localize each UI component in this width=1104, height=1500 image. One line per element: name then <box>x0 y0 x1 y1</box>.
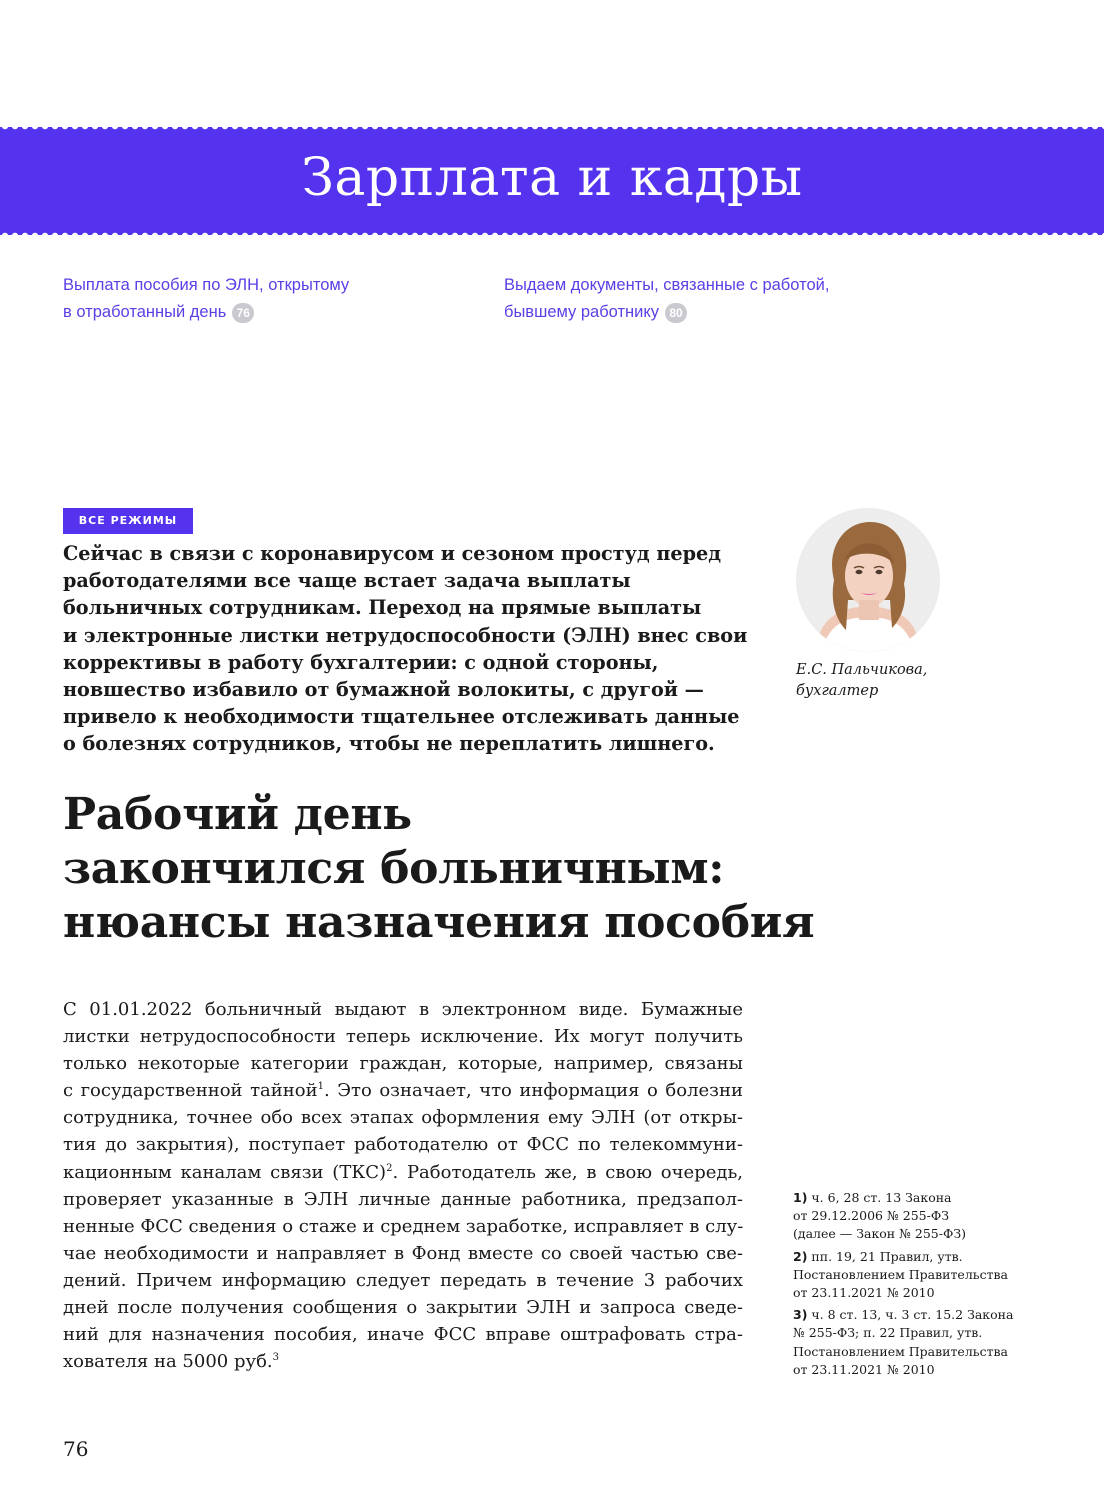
lead-line: привело к необходимости тщательнее отслеживать данные <box>63 705 740 729</box>
body-line: хователя на 5000 руб.$^3$ <box>63 1351 280 1373</box>
page-badge: 76 <box>232 303 254 323</box>
body-line: листки нетрудоспособности теперь исключение. Их могут получить <box>63 1026 743 1048</box>
crossref-line: Выплата пособия по ЭЛН, открытому <box>63 276 350 294</box>
section-title: Зарплата и кадры <box>301 148 803 208</box>
body-line: дней после получения сообщения о закрытии ЭЛН и запроса сведе- <box>63 1297 743 1319</box>
footnote-ref[interactable]: 3 <box>272 1352 280 1364</box>
crossref-link-1[interactable] <box>63 272 349 326</box>
body-line: проверяет указанные в ЭЛН личные данные работника, предзапол- <box>63 1188 743 1210</box>
lead-line: Сейчас в связи с коронавирусом и сезоном простуд перед <box>63 542 721 565</box>
regime-tag: ВСЕ РЕЖИМЫ <box>63 508 193 534</box>
crossref-line: бывшему работнику <box>504 303 660 321</box>
body-line: сотрудника, точнее обо всех этапах оформления ему ЭЛН (от откры- <box>63 1107 743 1129</box>
footnote-1: 1) ч. 6, 28 ст. 13 Закона от 29.12.2006 № 255-ФЗ (далее — Закон № 255-ФЗ) <box>793 1190 967 1242</box>
footnote-number: 2) <box>793 1248 808 1264</box>
footnote-2: 2) пп. 19, 21 Правил, утв. Постановлением Правительства от 23.11.2021 № 2010 <box>793 1248 1008 1301</box>
lead-line: и электронные листки нетрудоспособности (ЭЛН) внес свои <box>63 623 748 647</box>
page-number: 76 <box>63 1437 89 1461</box>
body-line: С 01.01.2022 больничный выдают в электронном виде. Бумажные <box>63 999 743 1020</box>
article-body <box>63 996 743 1375</box>
lead-line: коррективы в работу бухгалтерии: с одной стороны, <box>63 650 659 674</box>
footnotes <box>793 1189 1023 1383</box>
lead-line: работодателями все чаще встает задача выплаты <box>63 569 631 593</box>
footnote-number: 3) <box>793 1307 808 1323</box>
footnote-ref[interactable]: 1 <box>317 1081 324 1093</box>
lead-line: о болезнях сотрудников, чтобы не переплатить лишнего. <box>63 732 715 756</box>
lead-paragraph <box>63 540 753 758</box>
footnote-number: 1) <box>793 1190 808 1205</box>
headline-line: Рабочий день <box>63 789 412 840</box>
body-line: ний для назначения пособия, иначе ФСС вправе оштрафовать стра- <box>63 1324 743 1346</box>
crossref-link-2[interactable] <box>504 272 829 326</box>
lead-line: больничных сотрудникам. Переход на прямые выплаты <box>63 596 702 620</box>
author-portrait-illustration <box>796 508 940 652</box>
body-line: ненные ФСС сведения о стаже и среднем заработке, исправляет в слу- <box>63 1215 744 1237</box>
headline-line: закончился больничным: <box>63 843 725 894</box>
body-line: чае необходимости и направляет в Фонд вместе со своей частью све- <box>63 1242 743 1264</box>
body-line: дений. Причем информацию следует передать в течение 3 рабочих <box>63 1269 743 1291</box>
crossref-line: в отработанный день <box>63 303 227 321</box>
footnote-ref[interactable]: 2 <box>386 1162 393 1174</box>
author-photo <box>796 508 940 652</box>
author-caption <box>796 660 927 702</box>
body-line: тия до закрытия), поступает работодателю от ФСС по телекоммуни- <box>63 1134 743 1156</box>
author-name: Е.С. Пальчикова, <box>796 662 928 678</box>
lead-line: новшество избавило от бумажной волокиты, с другой — <box>63 678 704 702</box>
body-line: только некоторые категории граждан, которые, например, связаны <box>63 1053 743 1075</box>
section-banner <box>0 127 1104 235</box>
body-line: с государственной тайной$^1$. Это означает, что информация о болезни <box>63 1080 743 1102</box>
article-headline <box>63 788 963 950</box>
footnote-3: 3) ч. 8 ст. 13, ч. 3 ст. 15.2 Закона № 255-ФЗ; п. 22 Правил, утв. Постановлением Правительства от 23.11.2021 № 2010 <box>793 1307 1014 1377</box>
page-badge: 80 <box>665 303 687 323</box>
author-role: бухгалтер <box>796 683 879 699</box>
headline-line: нюансы назначения пособия <box>63 897 815 948</box>
crossref-line: Выдаем документы, связанные с работой, <box>504 276 830 294</box>
body-line: кационным каналам связи (ТКС)$^2$. Работодатель же, в свою очередь, <box>63 1161 743 1183</box>
